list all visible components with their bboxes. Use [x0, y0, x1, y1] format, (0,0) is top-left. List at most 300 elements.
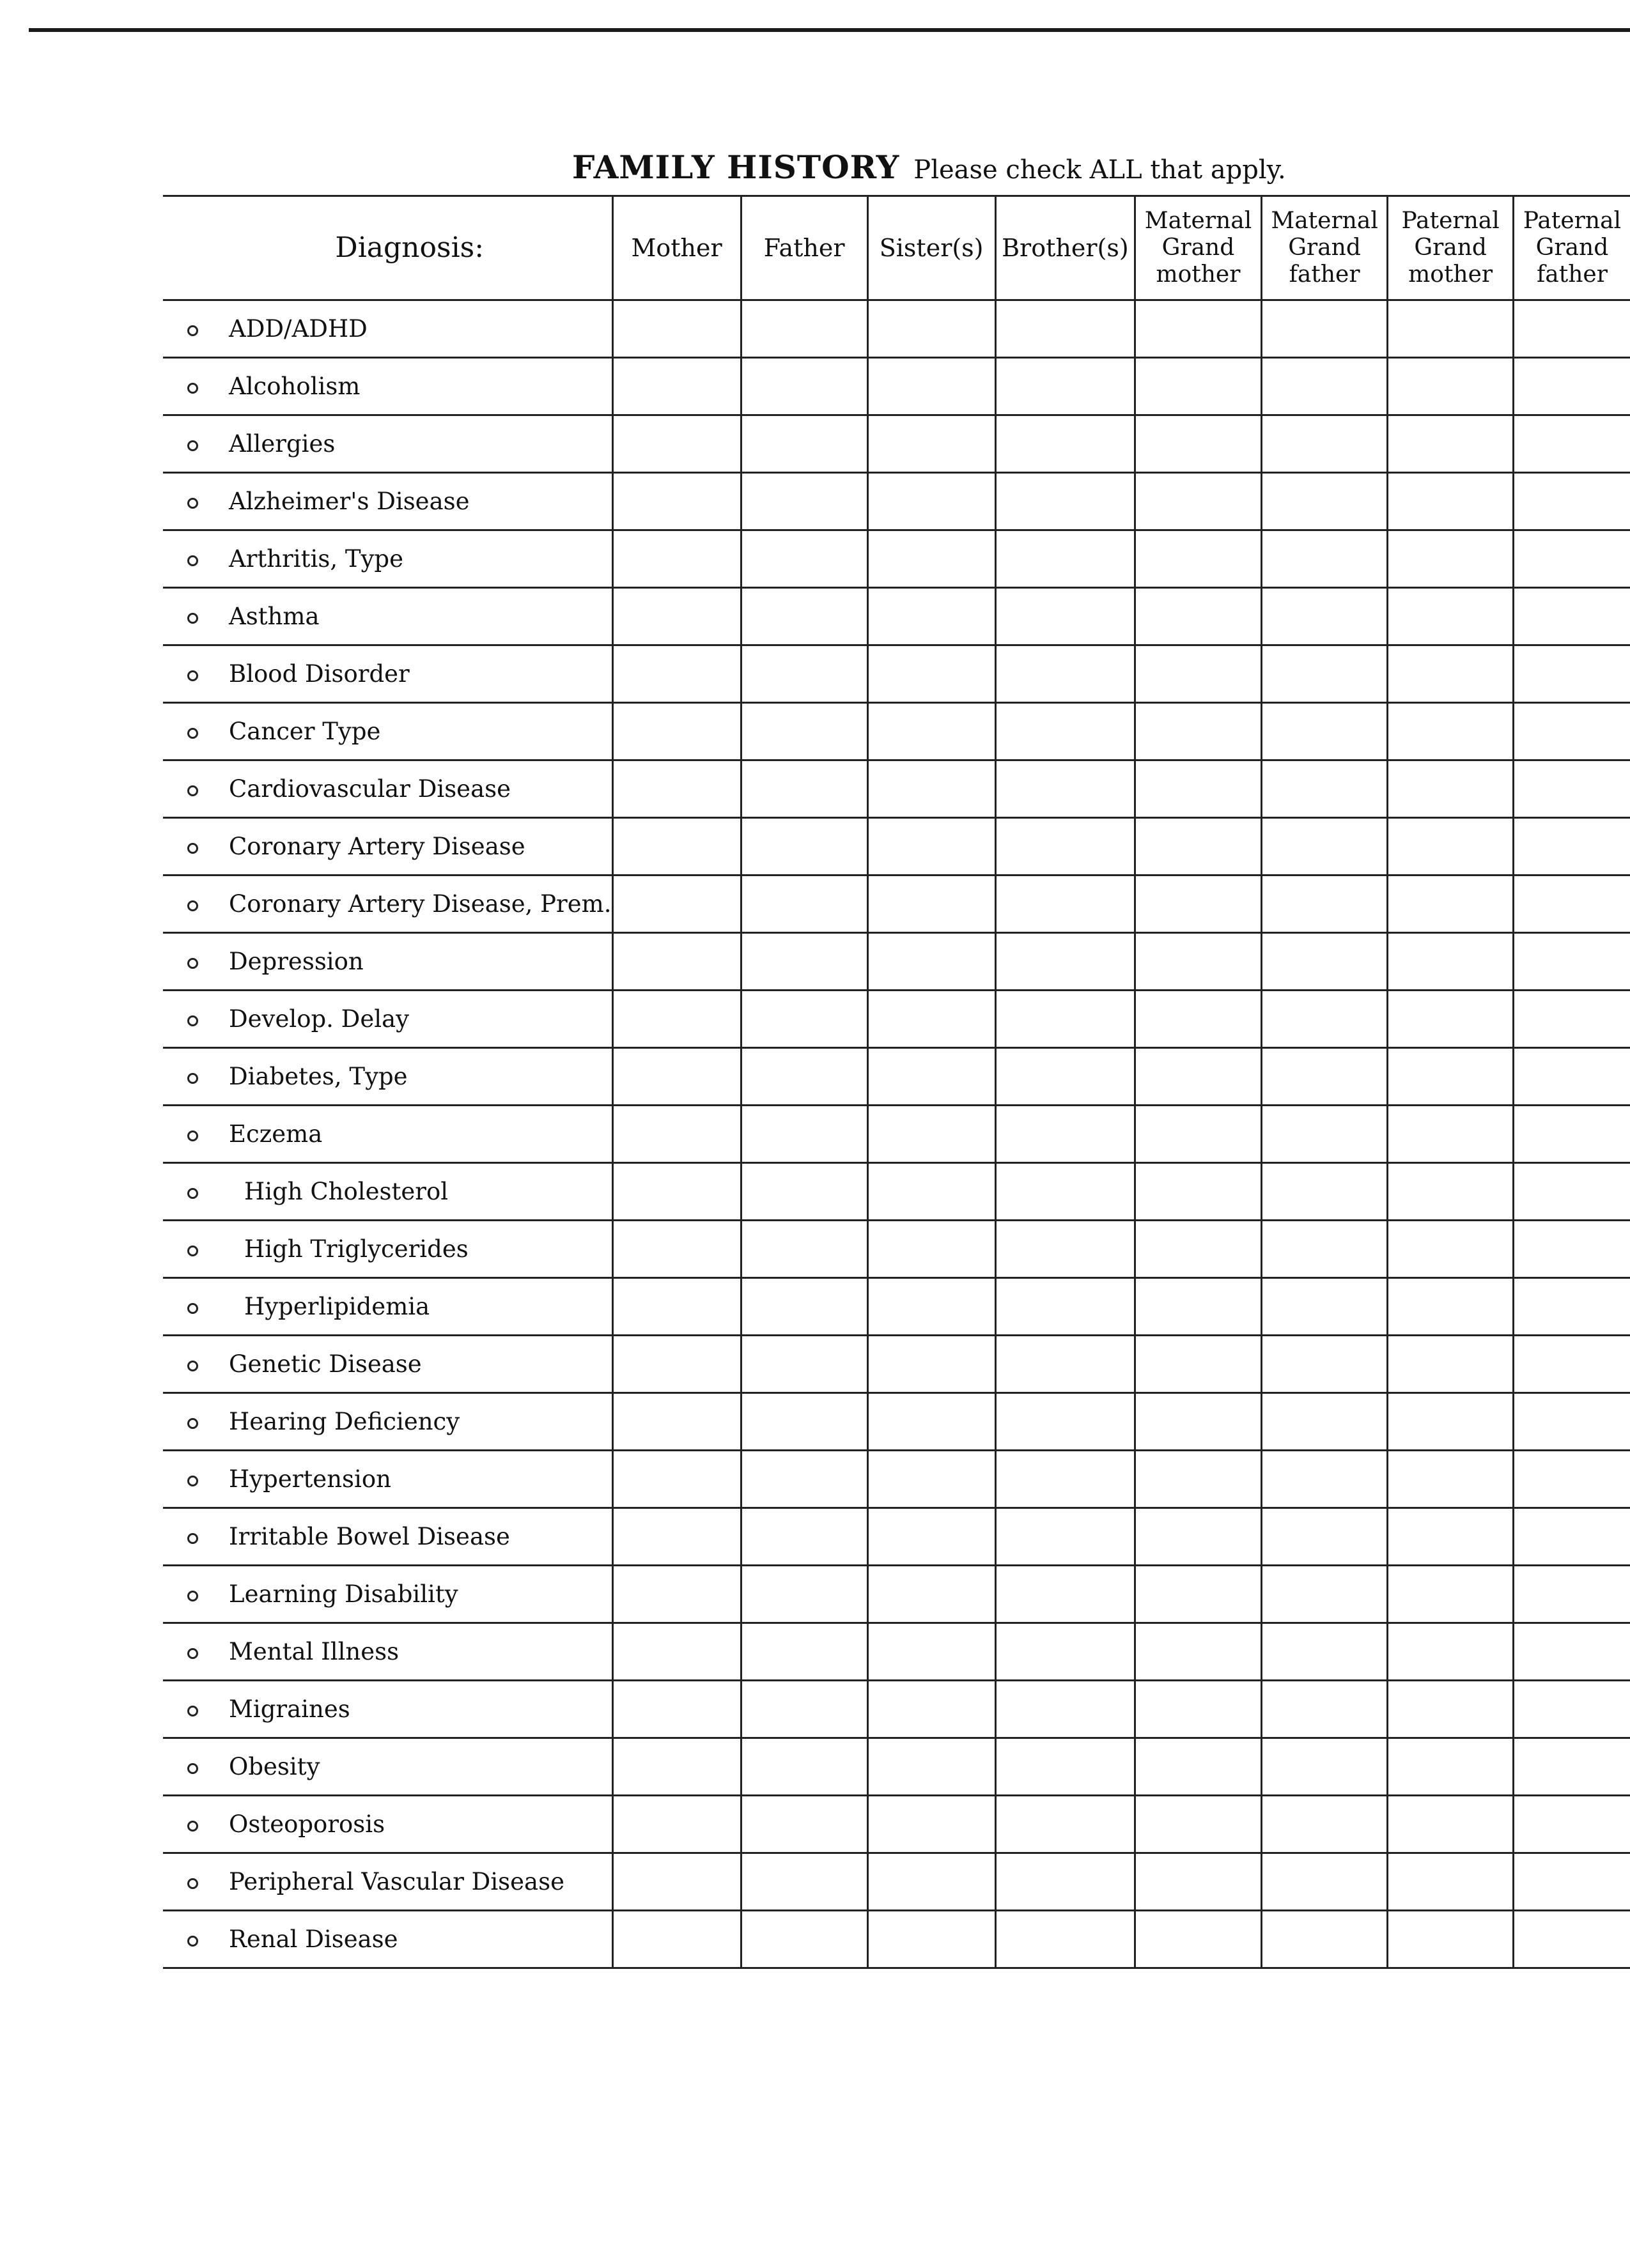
father-checkbox-cell[interactable]: [741, 300, 867, 358]
diagnosis-cell: [163, 1393, 612, 1451]
bullet-circle-icon: [187, 1936, 198, 1947]
diagnosis-cell: [163, 1163, 612, 1221]
maternal-grandfather-checkbox-cell[interactable]: [1261, 1106, 1388, 1163]
sisters-checkbox-cell[interactable]: [867, 876, 995, 933]
brothers-checkbox-cell[interactable]: [995, 1393, 1135, 1451]
bullet-circle-icon: [187, 1130, 198, 1141]
paternal-grandfather-checkbox-cell[interactable]: [1513, 415, 1630, 473]
diagnosis-label: Genetic Disease: [229, 1350, 422, 1378]
mother-checkbox-cell[interactable]: [612, 1393, 741, 1451]
sisters-checkbox-cell[interactable]: [867, 933, 995, 991]
paternal-grandmother-checkbox-cell[interactable]: [1388, 1738, 1513, 1796]
maternal-grandfather-checkbox-cell[interactable]: [1261, 1393, 1388, 1451]
mother-checkbox-cell[interactable]: [612, 760, 741, 818]
bullet-circle-icon: [187, 1303, 198, 1314]
paternal-grandfather-checkbox-cell[interactable]: [1513, 1681, 1630, 1738]
table-row: [163, 530, 1630, 588]
maternal-grandmother-checkbox-cell[interactable]: [1135, 473, 1262, 530]
paternal-grandfather-checkbox-cell[interactable]: [1513, 876, 1630, 933]
brothers-checkbox-cell[interactable]: [995, 1796, 1135, 1853]
bullet-circle-icon: [187, 1821, 198, 1832]
maternal-grandfather-checkbox-cell[interactable]: [1261, 1336, 1388, 1393]
diagnosis-label: Alzheimer's Disease: [229, 488, 470, 515]
father-checkbox-cell[interactable]: [741, 1508, 867, 1566]
father-checkbox-cell[interactable]: [741, 1221, 867, 1278]
brothers-checkbox-cell[interactable]: [995, 991, 1135, 1048]
bullet-circle-icon: [187, 1878, 198, 1889]
father-checkbox-cell[interactable]: [741, 933, 867, 991]
paternal-grandmother-checkbox-cell[interactable]: [1388, 588, 1513, 645]
brothers-checkbox-cell[interactable]: [995, 1278, 1135, 1336]
paternal-grandfather-checkbox-cell[interactable]: [1513, 933, 1630, 991]
brothers-checkbox-cell[interactable]: [995, 588, 1135, 645]
table-row: [163, 1566, 1630, 1623]
paternal-grandmother-checkbox-cell[interactable]: [1388, 1336, 1513, 1393]
sisters-checkbox-cell[interactable]: [867, 645, 995, 703]
paternal-grandfather-checkbox-cell[interactable]: [1513, 818, 1630, 876]
paternal-grandfather-checkbox-cell[interactable]: [1513, 300, 1630, 358]
diagnosis-label: Osteoporosis: [229, 1810, 385, 1838]
sisters-checkbox-cell[interactable]: [867, 1796, 995, 1853]
brothers-checkbox-cell[interactable]: [995, 933, 1135, 991]
father-checkbox-cell[interactable]: [741, 1566, 867, 1623]
maternal-grandmother-checkbox-cell[interactable]: [1135, 1221, 1262, 1278]
maternal-grandmother-checkbox-cell[interactable]: [1135, 1393, 1262, 1451]
diagnosis-label: Peripheral Vascular Disease: [229, 1868, 564, 1895]
sisters-checkbox-cell[interactable]: [867, 1623, 995, 1681]
brothers-checkbox-cell[interactable]: [995, 1566, 1135, 1623]
paternal-grandmother-checkbox-cell[interactable]: [1388, 1911, 1513, 1968]
father-checkbox-cell[interactable]: [741, 1911, 867, 1968]
paternal-grandmother-checkbox-cell[interactable]: [1388, 933, 1513, 991]
diagnosis-label: ADD/ADHD: [229, 315, 368, 343]
maternal-grandfather-checkbox-cell[interactable]: [1261, 818, 1388, 876]
maternal-grandmother-checkbox-cell[interactable]: [1135, 933, 1262, 991]
paternal-grandmother-checkbox-cell[interactable]: [1388, 1508, 1513, 1566]
diagnosis-label: Develop. Delay: [229, 1005, 410, 1033]
maternal-grandmother-checkbox-cell[interactable]: [1135, 415, 1262, 473]
maternal-grandfather-checkbox-cell[interactable]: [1261, 358, 1388, 415]
brothers-checkbox-cell[interactable]: [995, 1451, 1135, 1508]
header-line: mother: [1408, 261, 1493, 288]
paternal-grandmother-checkbox-cell[interactable]: [1388, 1048, 1513, 1106]
maternal-grandfather-checkbox-cell[interactable]: [1261, 1566, 1388, 1623]
maternal-grandmother-checkbox-cell[interactable]: [1135, 1911, 1262, 1968]
table-row: [163, 473, 1630, 530]
header-line: Paternal: [1523, 208, 1622, 234]
sisters-checkbox-cell[interactable]: [867, 1566, 995, 1623]
mother-checkbox-cell[interactable]: [612, 1681, 741, 1738]
diagnosis-label: Renal Disease: [229, 1925, 398, 1953]
diagnosis-cell: [163, 1106, 612, 1163]
mother-checkbox-cell[interactable]: [612, 876, 741, 933]
maternal-grandmother-checkbox-cell[interactable]: [1135, 1278, 1262, 1336]
maternal-grandmother-checkbox-cell[interactable]: [1135, 1451, 1262, 1508]
paternal-grandmother-checkbox-cell[interactable]: [1388, 1566, 1513, 1623]
father-checkbox-cell[interactable]: [741, 473, 867, 530]
paternal-grandmother-checkbox-cell[interactable]: [1388, 1221, 1513, 1278]
sisters-checkbox-cell[interactable]: [867, 818, 995, 876]
paternal-grandfather-checkbox-cell[interactable]: [1513, 1623, 1630, 1681]
father-checkbox-cell[interactable]: [741, 530, 867, 588]
diagnosis-label: Allergies: [229, 430, 336, 458]
table-row: [163, 1911, 1630, 1968]
brothers-checkbox-cell[interactable]: [995, 358, 1135, 415]
maternal-grandmother-checkbox-cell[interactable]: [1135, 1796, 1262, 1853]
diagnosis-label: Hyperlipidemia: [244, 1293, 430, 1320]
diagnosis-cell: [163, 933, 612, 991]
paternal-grandmother-checkbox-cell[interactable]: [1388, 1278, 1513, 1336]
father-checkbox-cell[interactable]: [741, 1796, 867, 1853]
father-checkbox-cell[interactable]: [741, 1163, 867, 1221]
father-checkbox-cell[interactable]: [741, 588, 867, 645]
sisters-checkbox-cell[interactable]: [867, 1336, 995, 1393]
sisters-checkbox-cell[interactable]: [867, 358, 995, 415]
sisters-checkbox-cell[interactable]: [867, 1853, 995, 1911]
maternal-grandmother-checkbox-cell[interactable]: [1135, 358, 1262, 415]
mother-checkbox-cell[interactable]: [612, 991, 741, 1048]
table-row: [163, 760, 1630, 818]
sisters-checkbox-cell[interactable]: [867, 1393, 995, 1451]
paternal-grandfather-checkbox-cell[interactable]: [1513, 1163, 1630, 1221]
paternal-grandmother-checkbox-cell[interactable]: [1388, 530, 1513, 588]
paternal-grandmother-checkbox-cell[interactable]: [1388, 645, 1513, 703]
brothers-column-header: Brother(s): [995, 196, 1135, 300]
diagnosis-cell: [163, 1221, 612, 1278]
mother-checkbox-cell[interactable]: [612, 1623, 741, 1681]
sisters-checkbox-cell[interactable]: [867, 703, 995, 760]
maternal-grandfather-checkbox-cell[interactable]: [1261, 1853, 1388, 1911]
brothers-checkbox-cell[interactable]: [995, 818, 1135, 876]
brothers-checkbox-cell[interactable]: [995, 1163, 1135, 1221]
father-checkbox-cell[interactable]: [741, 1393, 867, 1451]
maternal-grandfather-checkbox-cell[interactable]: [1261, 473, 1388, 530]
paternal-grandfather-checkbox-cell[interactable]: [1513, 1048, 1630, 1106]
mother-checkbox-cell[interactable]: [612, 1278, 741, 1336]
paternal-grandmother-checkbox-cell[interactable]: [1388, 703, 1513, 760]
diagnosis-label: Coronary Artery Disease, Prem.: [229, 890, 612, 918]
father-checkbox-cell[interactable]: [741, 1853, 867, 1911]
mother-checkbox-cell[interactable]: [612, 703, 741, 760]
maternal-grandmother-checkbox-cell[interactable]: [1135, 760, 1262, 818]
paternal-grandfather-checkbox-cell[interactable]: [1513, 1278, 1630, 1336]
mother-checkbox-cell[interactable]: [612, 1048, 741, 1106]
sisters-checkbox-cell[interactable]: [867, 1163, 995, 1221]
diagnosis-cell: [163, 1566, 612, 1623]
mother-checkbox-cell[interactable]: [612, 530, 741, 588]
paternal-grandmother-checkbox-cell[interactable]: [1388, 1853, 1513, 1911]
father-checkbox-cell[interactable]: [741, 703, 867, 760]
maternal-grandfather-checkbox-cell[interactable]: [1261, 1623, 1388, 1681]
brothers-checkbox-cell[interactable]: [995, 1508, 1135, 1566]
paternal-grandfather-checkbox-cell[interactable]: [1513, 1336, 1630, 1393]
maternal-grandmother-checkbox-cell[interactable]: [1135, 1566, 1262, 1623]
paternal-grandmother-checkbox-cell[interactable]: [1388, 473, 1513, 530]
maternal-grandfather-checkbox-cell[interactable]: [1261, 300, 1388, 358]
maternal-grandfather-checkbox-cell[interactable]: [1261, 1221, 1388, 1278]
table-row: [163, 358, 1630, 415]
header-line: Grand: [1535, 235, 1609, 261]
brothers-checkbox-cell[interactable]: [995, 300, 1135, 358]
maternal-grandfather-checkbox-cell[interactable]: [1261, 1508, 1388, 1566]
maternal-grandfather-checkbox-cell[interactable]: [1261, 703, 1388, 760]
paternal-grandfather-checkbox-cell[interactable]: [1513, 645, 1630, 703]
father-checkbox-cell[interactable]: [741, 1048, 867, 1106]
maternal-grandmother-checkbox-cell[interactable]: [1135, 1681, 1262, 1738]
paternal-grandmother-checkbox-cell[interactable]: [1388, 1796, 1513, 1853]
maternal-grandfather-checkbox-cell[interactable]: [1261, 1278, 1388, 1336]
maternal-grandfather-checkbox-cell[interactable]: [1261, 991, 1388, 1048]
paternal-grandmother-checkbox-cell[interactable]: [1388, 1681, 1513, 1738]
father-checkbox-cell[interactable]: [741, 1738, 867, 1796]
mother-checkbox-cell[interactable]: [612, 1106, 741, 1163]
maternal-grandfather-checkbox-cell[interactable]: [1261, 1911, 1388, 1968]
paternal-grandfather-checkbox-cell[interactable]: [1513, 1221, 1630, 1278]
brothers-checkbox-cell[interactable]: [995, 1106, 1135, 1163]
maternal-grandmother-checkbox-cell[interactable]: [1135, 1508, 1262, 1566]
paternal-grandmother-checkbox-cell[interactable]: [1388, 358, 1513, 415]
table-row: [163, 703, 1630, 760]
bullet-circle-icon: [187, 728, 198, 739]
paternal-grandmother-checkbox-cell[interactable]: [1388, 1623, 1513, 1681]
brothers-checkbox-cell[interactable]: [995, 1738, 1135, 1796]
diagnosis-label: Cancer Type: [229, 718, 381, 745]
paternal-grandmother-checkbox-cell[interactable]: [1388, 876, 1513, 933]
father-checkbox-cell[interactable]: [741, 876, 867, 933]
maternal-grandfather-checkbox-cell[interactable]: [1261, 760, 1388, 818]
paternal-grandmother-checkbox-cell[interactable]: [1388, 1393, 1513, 1451]
mother-checkbox-cell[interactable]: [612, 1221, 741, 1278]
diagnosis-cell: [163, 1681, 612, 1738]
diagnosis-label: Hearing Deficiency: [229, 1408, 460, 1435]
maternal-grandmother-checkbox-cell[interactable]: [1135, 818, 1262, 876]
maternal-grandmother-checkbox-cell[interactable]: [1135, 588, 1262, 645]
sisters-checkbox-cell[interactable]: [867, 588, 995, 645]
father-checkbox-cell[interactable]: [741, 358, 867, 415]
bullet-circle-icon: [187, 498, 198, 509]
sisters-checkbox-cell[interactable]: [867, 991, 995, 1048]
maternal-grandmother-checkbox-cell[interactable]: [1135, 1048, 1262, 1106]
bullet-circle-icon: [187, 1188, 198, 1199]
mother-checkbox-cell[interactable]: [612, 588, 741, 645]
maternal-grandmother-checkbox-cell[interactable]: [1135, 300, 1262, 358]
sisters-checkbox-cell[interactable]: [867, 415, 995, 473]
maternal-grandmother-checkbox-cell[interactable]: [1135, 1623, 1262, 1681]
sisters-checkbox-cell[interactable]: [867, 1048, 995, 1106]
paternal-grandfather-checkbox-cell[interactable]: [1513, 1451, 1630, 1508]
brothers-checkbox-cell[interactable]: [995, 760, 1135, 818]
sisters-checkbox-cell[interactable]: [867, 1681, 995, 1738]
brothers-checkbox-cell[interactable]: [995, 876, 1135, 933]
father-checkbox-cell[interactable]: [741, 415, 867, 473]
mother-checkbox-cell[interactable]: [612, 933, 741, 991]
maternal-grandfather-checkbox-cell[interactable]: [1261, 1048, 1388, 1106]
brothers-checkbox-cell[interactable]: [995, 645, 1135, 703]
paternal-grandfather-checkbox-cell[interactable]: [1513, 530, 1630, 588]
diagnosis-label: Arthritis, Type: [229, 545, 404, 573]
paternal-grandfather-checkbox-cell[interactable]: [1513, 473, 1630, 530]
paternal-grandmother-checkbox-cell[interactable]: [1388, 300, 1513, 358]
father-checkbox-cell[interactable]: [741, 645, 867, 703]
maternal-grandfather-checkbox-cell[interactable]: [1261, 1681, 1388, 1738]
maternal-grandfather-checkbox-cell[interactable]: [1261, 1796, 1388, 1853]
father-checkbox-cell[interactable]: [741, 760, 867, 818]
diagnosis-cell: [163, 358, 612, 415]
brothers-checkbox-cell[interactable]: [995, 1221, 1135, 1278]
sisters-checkbox-cell[interactable]: [867, 1508, 995, 1566]
paternal-grandfather-checkbox-cell[interactable]: [1513, 358, 1630, 415]
maternal-grandmother-checkbox-cell[interactable]: [1135, 1106, 1262, 1163]
brothers-checkbox-cell[interactable]: [995, 703, 1135, 760]
table-row: [163, 1623, 1630, 1681]
sisters-column-header: Sister(s): [867, 196, 995, 300]
paternal-grandfather-checkbox-cell[interactable]: [1513, 1393, 1630, 1451]
brothers-checkbox-cell[interactable]: [995, 1623, 1135, 1681]
sisters-checkbox-cell[interactable]: [867, 300, 995, 358]
maternal-grandmother-checkbox-cell[interactable]: [1135, 703, 1262, 760]
paternal-grandfather-checkbox-cell[interactable]: [1513, 1738, 1630, 1796]
table-row: [163, 1336, 1630, 1393]
header-line: father: [1536, 261, 1608, 288]
diagnosis-cell: [163, 1853, 612, 1911]
maternal-grandfather-checkbox-cell[interactable]: [1261, 876, 1388, 933]
paternal-grandmother-checkbox-cell[interactable]: [1388, 415, 1513, 473]
maternal-grandfather-checkbox-cell[interactable]: [1261, 1451, 1388, 1508]
mother-checkbox-cell[interactable]: [612, 415, 741, 473]
paternal-grandfather-checkbox-cell[interactable]: [1513, 588, 1630, 645]
brothers-checkbox-cell[interactable]: [995, 1336, 1135, 1393]
maternal-grandfather-checkbox-cell[interactable]: [1261, 530, 1388, 588]
diagnosis-label: Depression: [229, 948, 364, 975]
maternal-grandmother-checkbox-cell[interactable]: [1135, 876, 1262, 933]
father-checkbox-cell[interactable]: [741, 1681, 867, 1738]
brothers-checkbox-cell[interactable]: [995, 473, 1135, 530]
paternal-grandmother-checkbox-cell[interactable]: [1388, 991, 1513, 1048]
mother-checkbox-cell[interactable]: [612, 1738, 741, 1796]
sisters-checkbox-cell[interactable]: [867, 1106, 995, 1163]
paternal-grandfather-checkbox-cell[interactable]: [1513, 1796, 1630, 1853]
father-checkbox-cell[interactable]: [741, 1623, 867, 1681]
father-checkbox-cell[interactable]: [741, 1106, 867, 1163]
diagnosis-label: Migraines: [229, 1695, 350, 1723]
paternal-grandmother-checkbox-cell[interactable]: [1388, 1451, 1513, 1508]
table-row: [163, 1106, 1630, 1163]
header-line: mother: [1156, 261, 1241, 288]
maternal-grandmother-checkbox-cell[interactable]: [1135, 991, 1262, 1048]
maternal-grandmother-checkbox-cell[interactable]: [1135, 645, 1262, 703]
brothers-checkbox-cell[interactable]: [995, 1853, 1135, 1911]
table-row: [163, 1221, 1630, 1278]
sisters-checkbox-cell[interactable]: [867, 1911, 995, 1968]
father-checkbox-cell[interactable]: [741, 1336, 867, 1393]
maternal-grandfather-checkbox-cell[interactable]: [1261, 645, 1388, 703]
diagnosis-cell: [163, 1796, 612, 1853]
mother-checkbox-cell[interactable]: [612, 1853, 741, 1911]
brothers-checkbox-cell[interactable]: [995, 1681, 1135, 1738]
diagnosis-cell: [163, 1451, 612, 1508]
mother-checkbox-cell[interactable]: [612, 818, 741, 876]
paternal-grandfather-checkbox-cell[interactable]: [1513, 760, 1630, 818]
table-row: [163, 1048, 1630, 1106]
paternal-grandfather-checkbox-cell[interactable]: [1513, 1508, 1630, 1566]
sisters-checkbox-cell[interactable]: [867, 1451, 995, 1508]
mother-checkbox-cell[interactable]: [612, 1508, 741, 1566]
mother-checkbox-cell[interactable]: [612, 1451, 741, 1508]
maternal-grandmother-checkbox-cell[interactable]: [1135, 1738, 1262, 1796]
sisters-checkbox-cell[interactable]: [867, 1738, 995, 1796]
paternal-grandfather-checkbox-cell[interactable]: [1513, 1911, 1630, 1968]
mother-checkbox-cell[interactable]: [612, 473, 741, 530]
mother-checkbox-cell[interactable]: [612, 300, 741, 358]
paternal-grandfather-checkbox-cell[interactable]: [1513, 1566, 1630, 1623]
mother-checkbox-cell[interactable]: [612, 358, 741, 415]
bullet-circle-icon: [187, 1648, 198, 1659]
father-checkbox-cell[interactable]: [741, 818, 867, 876]
father-checkbox-cell[interactable]: [741, 991, 867, 1048]
father-checkbox-cell[interactable]: [741, 1451, 867, 1508]
maternal-grandmother-checkbox-cell[interactable]: [1135, 1853, 1262, 1911]
maternal-grandmother-checkbox-cell[interactable]: [1135, 530, 1262, 588]
maternal-grandfather-checkbox-cell[interactable]: [1261, 1163, 1388, 1221]
mother-checkbox-cell[interactable]: [612, 1796, 741, 1853]
table-row: [163, 1393, 1630, 1451]
mother-checkbox-cell[interactable]: [612, 1566, 741, 1623]
maternal-grandfather-checkbox-cell[interactable]: [1261, 1738, 1388, 1796]
diagnosis-cell: [163, 760, 612, 818]
paternal-grandmother-checkbox-cell[interactable]: [1388, 1106, 1513, 1163]
sisters-checkbox-cell[interactable]: [867, 760, 995, 818]
diagnosis-cell: [163, 1336, 612, 1393]
sisters-checkbox-cell[interactable]: [867, 1221, 995, 1278]
diagnosis-label: Eczema: [229, 1120, 323, 1148]
father-checkbox-cell[interactable]: [741, 1278, 867, 1336]
maternal-grandmother-checkbox-cell[interactable]: [1135, 1163, 1262, 1221]
mother-checkbox-cell[interactable]: [612, 1336, 741, 1393]
brothers-checkbox-cell[interactable]: [995, 530, 1135, 588]
bullet-circle-icon: [187, 1706, 198, 1716]
paternal-grandfather-checkbox-cell[interactable]: [1513, 991, 1630, 1048]
table-row: [163, 1853, 1630, 1911]
paternal-grandmother-checkbox-cell[interactable]: [1388, 1163, 1513, 1221]
bullet-circle-icon: [187, 900, 198, 911]
sisters-checkbox-cell[interactable]: [867, 473, 995, 530]
maternal-grandmother-checkbox-cell[interactable]: [1135, 1336, 1262, 1393]
bullet-circle-icon: [187, 670, 198, 681]
header-line: Maternal: [1271, 208, 1378, 234]
sisters-checkbox-cell[interactable]: [867, 1278, 995, 1336]
sisters-checkbox-cell[interactable]: [867, 530, 995, 588]
paternal-grandmother-checkbox-cell[interactable]: [1388, 760, 1513, 818]
maternal-grandfather-checkbox-cell[interactable]: [1261, 415, 1388, 473]
brothers-checkbox-cell[interactable]: [995, 1048, 1135, 1106]
maternal-grandfather-checkbox-cell[interactable]: [1261, 933, 1388, 991]
paternal-grandmother-checkbox-cell[interactable]: [1388, 818, 1513, 876]
paternal-grandfather-checkbox-cell[interactable]: [1513, 1106, 1630, 1163]
mother-checkbox-cell[interactable]: [612, 645, 741, 703]
bullet-circle-icon: [187, 1763, 198, 1774]
brothers-checkbox-cell[interactable]: [995, 1911, 1135, 1968]
mother-checkbox-cell[interactable]: [612, 1911, 741, 1968]
paternal-grandfather-checkbox-cell[interactable]: [1513, 703, 1630, 760]
paternal-grandfather-checkbox-cell[interactable]: [1513, 1853, 1630, 1911]
diagnosis-label: High Cholesterol: [244, 1178, 449, 1205]
table-header-row: [163, 196, 1630, 300]
diagnosis-cell: [163, 1911, 612, 1968]
bullet-circle-icon: [187, 555, 198, 566]
brothers-checkbox-cell[interactable]: [995, 415, 1135, 473]
maternal-grandfather-checkbox-cell[interactable]: [1261, 588, 1388, 645]
mother-checkbox-cell[interactable]: [612, 1163, 741, 1221]
